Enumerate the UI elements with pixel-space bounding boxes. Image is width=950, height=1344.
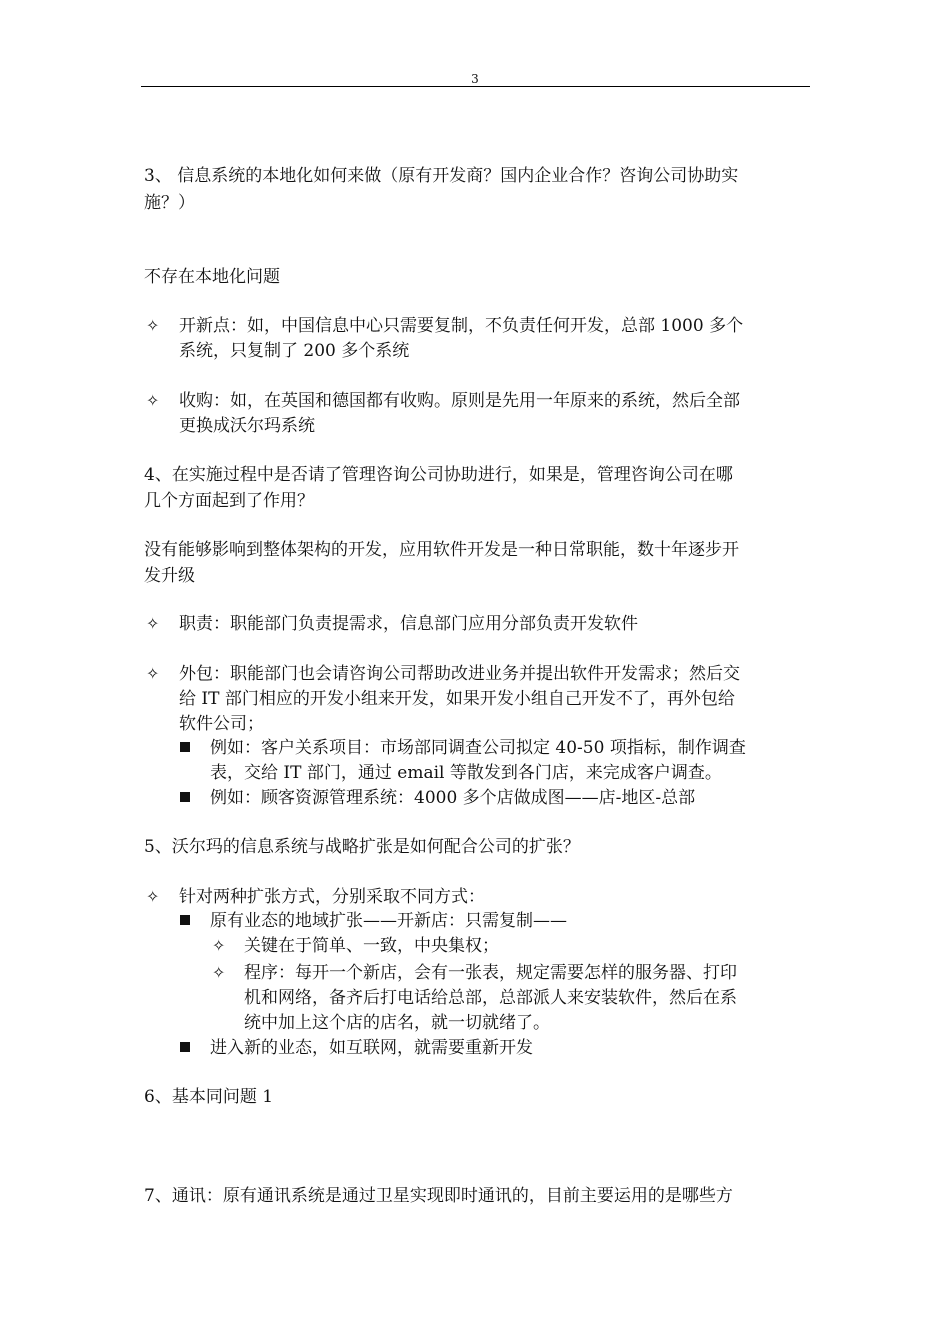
bullet-outsourcing-line-2: 给 IT 部门相应的开发小组来开发，如果开发小组自己开发不了，再外包给 [179,689,735,709]
square-bullet-icon [180,742,190,752]
bullet-expansion: 针对两种扩张方式，分别采取不同方式： [179,887,485,907]
question-7: 7、通讯：原有通讯系统是通过卫星实现即时通讯的，目前主要运用的是哪些方 [144,1186,733,1206]
bullet-outsourcing-line-1: 外包：职能部门也会请咨询公司帮助改进业务并提出软件开发需求；然后交 [179,664,740,684]
diamond-bullet-icon: ✧ [146,614,160,633]
diamond-bullet-icon: ✧ [146,391,160,410]
diamond-bullet-icon: ✧ [212,936,226,955]
question-5: 5、沃尔玛的信息系统与战略扩张是如何配合公司的扩张？ [144,837,580,857]
question-3-line-2: 施？） [144,193,195,213]
sub-sub-bullet-key: 关键在于简单、一致，中央集权； [244,936,499,956]
sub-bullet-new-format: 进入新的业态，如互联网，就需要重新开发 [210,1038,533,1058]
sub-bullet-crm-line-2: 表，交给 IT 部门，通过 email 等散发到各门店，来完成客户调查。 [210,763,722,783]
diamond-bullet-icon: ✧ [146,887,160,906]
answer-4-line-2: 发升级 [144,566,195,586]
sub-bullet-customer-system: 例如：顾客资源管理系统：4000 多个店做成图——店-地区-总部 [210,788,696,808]
bullet-responsibility: 职责：职能部门负责提需求，信息部门应用分部负责开发软件 [179,614,638,634]
bullet-outsourcing-line-3: 软件公司； [179,714,264,734]
bullet-new-store-line-1: 开新点：如，中国信息中心只需要复制，不负责任何开发，总部 1000 多个 [179,316,744,336]
bullet-acquisition-line-2: 更换成沃尔玛系统 [179,416,315,436]
sub-bullet-crm-line-1: 例如：客户关系项目：市场部同调查公司拟定 40-50 项指标，制作调查 [210,738,746,758]
diamond-bullet-icon: ✧ [146,316,160,335]
diamond-bullet-icon: ✧ [146,664,160,683]
answer-3: 不存在本地化问题 [144,267,280,287]
bullet-acquisition-line-1: 收购：如，在英国和德国都有收购。原则是先用一年原来的系统，然后全部 [179,391,740,411]
question-4-line-2: 几个方面起到了作用？ [144,491,314,511]
sub-sub-bullet-procedure-line-1: 程序：每开一个新店，会有一张表，规定需要怎样的服务器、打印 [244,963,737,983]
square-bullet-icon [180,915,190,925]
question-3-line-1: 3、 信息系统的本地化如何来做（原有开发商？国内企业合作？咨询公司协助实 [144,166,739,186]
sub-sub-bullet-procedure-line-3: 统中加上这个店的店名，就一切就绪了。 [244,1013,550,1033]
bullet-new-store-line-2: 系统，只复制了 200 多个系统 [179,341,410,361]
sub-bullet-regional: 原有业态的地域扩张——开新店：只需复制—— [210,911,567,931]
answer-4-line-1: 没有能够影响到整体架构的开发，应用软件开发是一种日常职能，数十年逐步开 [144,540,739,560]
square-bullet-icon [180,1042,190,1052]
diamond-bullet-icon: ✧ [212,963,226,982]
header-rule [141,86,810,87]
question-6: 6、基本同问题 1 [144,1087,274,1107]
sub-sub-bullet-procedure-line-2: 机和网络，备齐后打电话给总部，总部派人来安装软件，然后在系 [244,988,737,1008]
question-4-line-1: 4、在实施过程中是否请了管理咨询公司协助进行，如果是，管理咨询公司在哪 [144,465,733,485]
page-number: 3 [471,72,479,86]
square-bullet-icon [180,792,190,802]
